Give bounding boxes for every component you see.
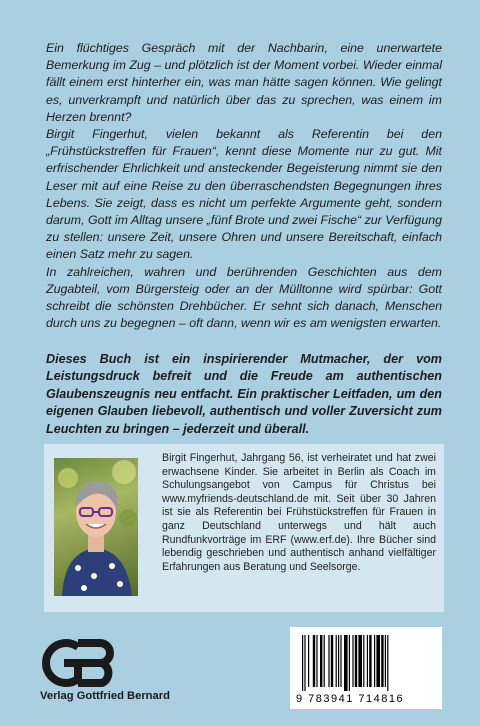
barcode-bar bbox=[302, 635, 303, 691]
publisher-name: Verlag Gottfried Bernard bbox=[40, 690, 170, 702]
barcode-bar bbox=[363, 635, 364, 687]
blurb-paragraph-2: Birgit Fingerhut, vielen bekannt als Referentin bei den „Frühstückstreffen für Frauen“, kennt diese Momente nur zu gut. Mit erfrischender Ehrlichkeit und ansteckender Begeisterung nimmt sie den Leser mit auf eine Reise zu den überraschendsten Begegnungen ihres Lebens. Sie zeigt, dass es nicht um perfekte Argumente geht, sondern darum, Gott im Alltag unsere „fünf Brote und zwei Fische“ zur Verfügung zu stellen: unsere Zeit, unsere Ohren und unsere Bereitschaft, einfach einen Satz mehr zu sagen. bbox=[46, 127, 442, 262]
author-photo bbox=[54, 458, 138, 596]
back-cover-blurb bbox=[46, 40, 442, 332]
barcode-bar bbox=[352, 635, 353, 687]
barcode-bar bbox=[308, 635, 309, 687]
blurb-paragraph-3: In zahlreichen, wahren und berührenden Geschichten aus dem Zugabteil, vom Bürgersteig oder an der Mülltonne wird spürbar: Gott schreibt die schönsten Drehbücher. Er sehnt sich danach, Menschen durch uns zu begegnen – oft dann, wenn wir es am wenigsten erwarten. bbox=[46, 264, 442, 331]
author-info-box bbox=[44, 444, 444, 612]
barcode-bar bbox=[324, 635, 325, 687]
barcode-bar bbox=[340, 635, 341, 687]
barcode-bar bbox=[344, 635, 348, 691]
barcode-bar bbox=[369, 635, 371, 687]
barcode-bar bbox=[320, 635, 322, 687]
author-portrait-illustration bbox=[54, 458, 138, 596]
barcode-bar bbox=[367, 635, 368, 687]
barcode-bar bbox=[338, 635, 339, 687]
barcode-bar bbox=[349, 635, 350, 691]
highlight-statement: Dieses Buch ist ein inspirierender Mutmacher, der vom Leistungsdruck befreit und die Freude am authentischen Glaubenszeugnis neu entfacht. Ein praktischer Leitfaden, um den eigenen Glauben liebevoll, authentisch und voller Zuversicht zum Leuchten zu bringen – jederzeit und überall. bbox=[46, 352, 442, 436]
barcode-bar bbox=[336, 635, 337, 687]
barcode-bars bbox=[290, 627, 442, 691]
barcode-bar bbox=[385, 635, 386, 687]
author-bio: Birgit Fingerhut, Jahrgang 56, ist verheiratet und hat zwei erwachsene Kinder. Sie arbeitet in Berlin als Coach im Schulungsangebot von Campus für Christus bei www.myfriends-deutschland.de mit. Seit über 30 Jahren ist sie als Referentin bei Frühstückstreffen für Frauen in ganz Deutschland unterwegs und hält auch Rundfunkvorträge im ERF (www.erf.de). Ihre Bücher sind lebendig geschrieben und authentisch anhand vielfältiger Erfahrungen aus Beratung und Seelsorge. bbox=[162, 452, 436, 573]
barcode-bar bbox=[374, 635, 375, 687]
publisher-block bbox=[40, 638, 200, 708]
blurb-paragraph-1: Ein flüchtiges Gespräch mit der Nachbarin, eine unerwartete Bemerkung im Zug – und plötzlich ist der Moment vorbei. Wieder einmal fällt einem erst hinterher ein, was man hätte sagen können. Wie gelingt es, unverkrampft und natürlich über das zu sprechen, was einem im Herzen brennt? bbox=[46, 41, 442, 124]
barcode-bar bbox=[328, 635, 329, 687]
barcode-bar bbox=[316, 635, 317, 687]
barcode-bar bbox=[381, 635, 383, 687]
barcode-bar bbox=[387, 635, 388, 691]
barcode-bar bbox=[304, 635, 305, 691]
barcode-bar bbox=[376, 635, 380, 687]
barcode-bar bbox=[313, 635, 315, 687]
barcode-digits: 9 783941 714816 bbox=[296, 693, 405, 705]
barcode-bar bbox=[358, 635, 362, 687]
isbn-barcode bbox=[290, 627, 442, 709]
barcode-bar bbox=[355, 635, 357, 687]
publisher-logo bbox=[40, 638, 130, 688]
barcode-bar bbox=[331, 635, 333, 687]
